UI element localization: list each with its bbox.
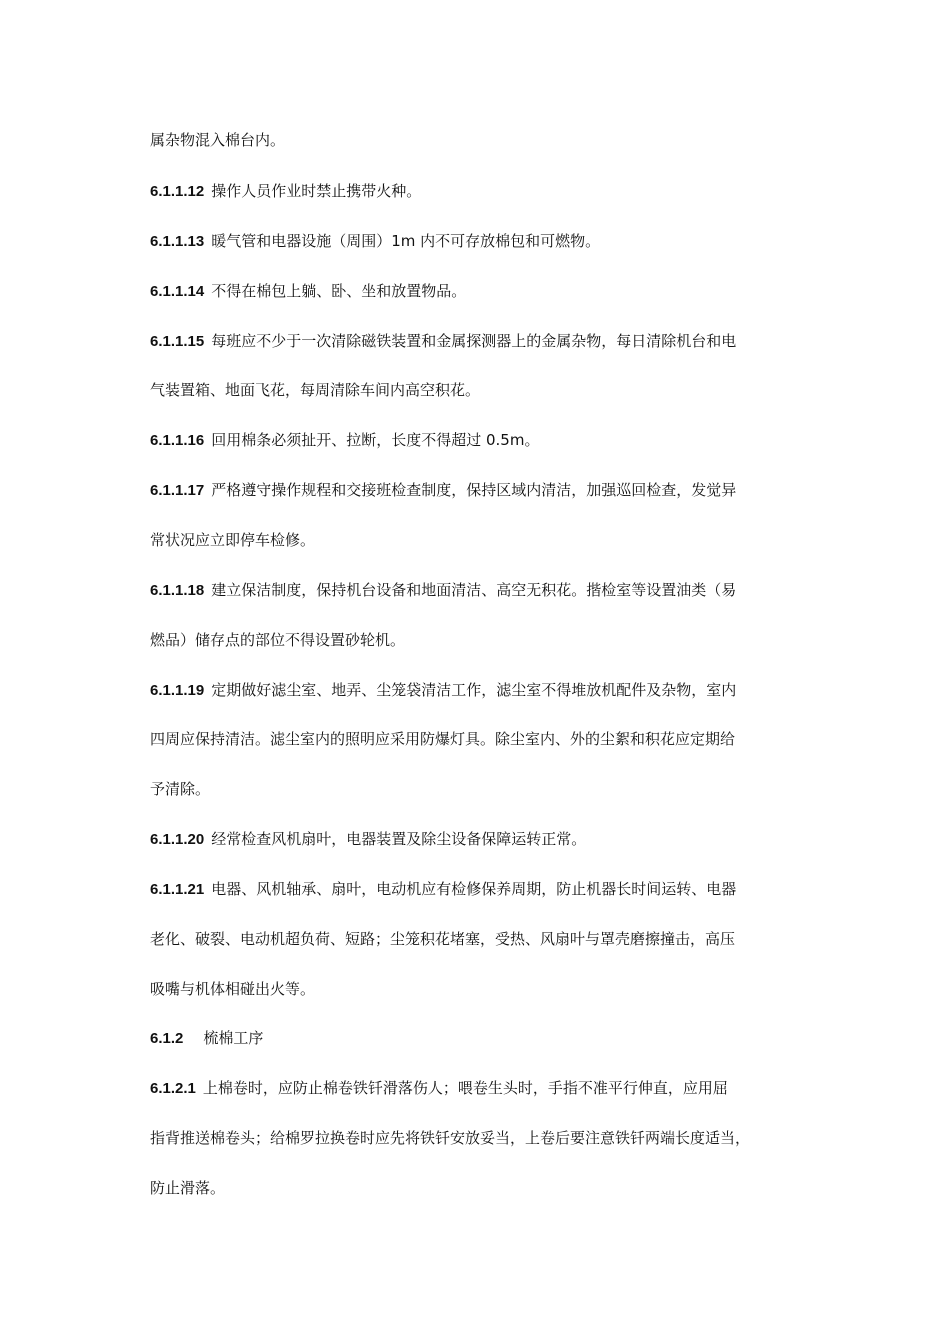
text-line [150, 1128, 750, 1148]
clause-heading-line [150, 580, 736, 601]
line-text: 暖气管和电器设施（周围）1m 内不可存放棉包和可燃物。 [211, 232, 601, 250]
clause-number: 6.1.1.18 [150, 582, 205, 599]
clause-number: 6.1.1.21 [150, 881, 205, 898]
text-line [150, 380, 480, 400]
clause-heading-line [150, 281, 466, 302]
line-text: 常状况应立即停车检修。 [150, 531, 316, 549]
clause-number: 6.1.1.20 [150, 831, 205, 848]
clause-heading-line [150, 331, 736, 352]
clause-heading-line [150, 430, 539, 451]
line-text: 指背推送棉卷头；给棉罗拉换卷时应先将铁钎安放妥当，上卷后要注意铁钎两端长度适当， [150, 1129, 751, 1147]
clause-number: 6.1.1.16 [150, 432, 205, 449]
clause-heading-line [150, 879, 736, 900]
text-line [150, 929, 735, 949]
text-line [150, 630, 405, 650]
clause-heading-line [150, 829, 586, 850]
line-text: 电器、风机轴承、扇叶，电动机应有检修保养周期，防止机器长时间运转、电器 [211, 880, 737, 898]
line-text: 上棉卷时，应防止棉卷铁钎滑落伤人；喂卷生头时，手指不准平行伸直，应用屈 [202, 1079, 728, 1097]
line-text: 经常检查风机扇叶，电器装置及除尘设备保障运转正常。 [211, 830, 587, 848]
line-text: 操作人员作业时禁止携带火种。 [211, 182, 422, 200]
text-line [150, 729, 735, 749]
line-text: 吸嘴与机体相碰出火等。 [150, 980, 316, 998]
clause-heading-line [150, 680, 736, 701]
clause-number: 6.1.1.13 [150, 233, 205, 250]
line-text: 严格遵守操作规程和交接班检查制度，保持区域内清洁，加强巡回检查，发觉异 [211, 481, 737, 499]
clause-number: 6.1.1.15 [150, 333, 205, 350]
clause-heading-line [150, 1078, 728, 1099]
section-title: 梳棉工序 [203, 1029, 264, 1047]
clause-number: 6.1.1.19 [150, 682, 205, 699]
text-line [150, 530, 315, 550]
line-text: 防止滑落。 [150, 1179, 226, 1197]
line-text: 回用棉条必须扯开、拉断，长度不得超过 0.5m。 [211, 431, 540, 449]
section-number: 6.1.2 [150, 1030, 184, 1047]
line-text: 四周应保持清洁。滤尘室内的照明应采用防爆灯具。除尘室内、外的尘絮和积花应定期给 [150, 730, 736, 748]
text-line [150, 1178, 225, 1198]
clause-heading-line [150, 480, 736, 501]
section-heading-line [150, 1028, 263, 1049]
text-line [150, 979, 315, 999]
line-text: 燃品）储存点的部位不得设置砂轮机。 [150, 631, 406, 649]
clause-heading-line [150, 231, 600, 252]
line-text: 老化、破裂、电动机超负荷、短路；尘笼积花堵塞，受热、风扇叶与罩壳磨擦撞击，高压 [150, 930, 736, 948]
line-text: 定期做好滤尘室、地弄、尘笼袋清洁工作，滤尘室不得堆放机配件及杂物，室内 [211, 681, 737, 699]
text-line [150, 779, 210, 799]
line-text: 建立保洁制度，保持机台设备和地面清洁、高空无积花。揩检室等设置油类（易 [211, 581, 737, 599]
clause-number: 6.1.1.12 [150, 183, 205, 200]
line-text: 每班应不少于一次清除磁铁装置和金属探测器上的金属杂物，每日清除机台和电 [211, 332, 737, 350]
line-text: 气装置箱、地面飞花，每周清除车间内高空积花。 [150, 381, 481, 399]
clause-number: 6.1.1.17 [150, 482, 205, 499]
text-line [150, 130, 285, 150]
clause-heading-line [150, 181, 421, 202]
clause-number: 6.1.2.1 [150, 1080, 196, 1097]
line-text: 予清除。 [150, 780, 211, 798]
clause-number: 6.1.1.14 [150, 283, 205, 300]
line-text: 属杂物混入棉台内。 [150, 131, 286, 149]
line-text: 不得在棉包上躺、卧、坐和放置物品。 [211, 282, 467, 300]
